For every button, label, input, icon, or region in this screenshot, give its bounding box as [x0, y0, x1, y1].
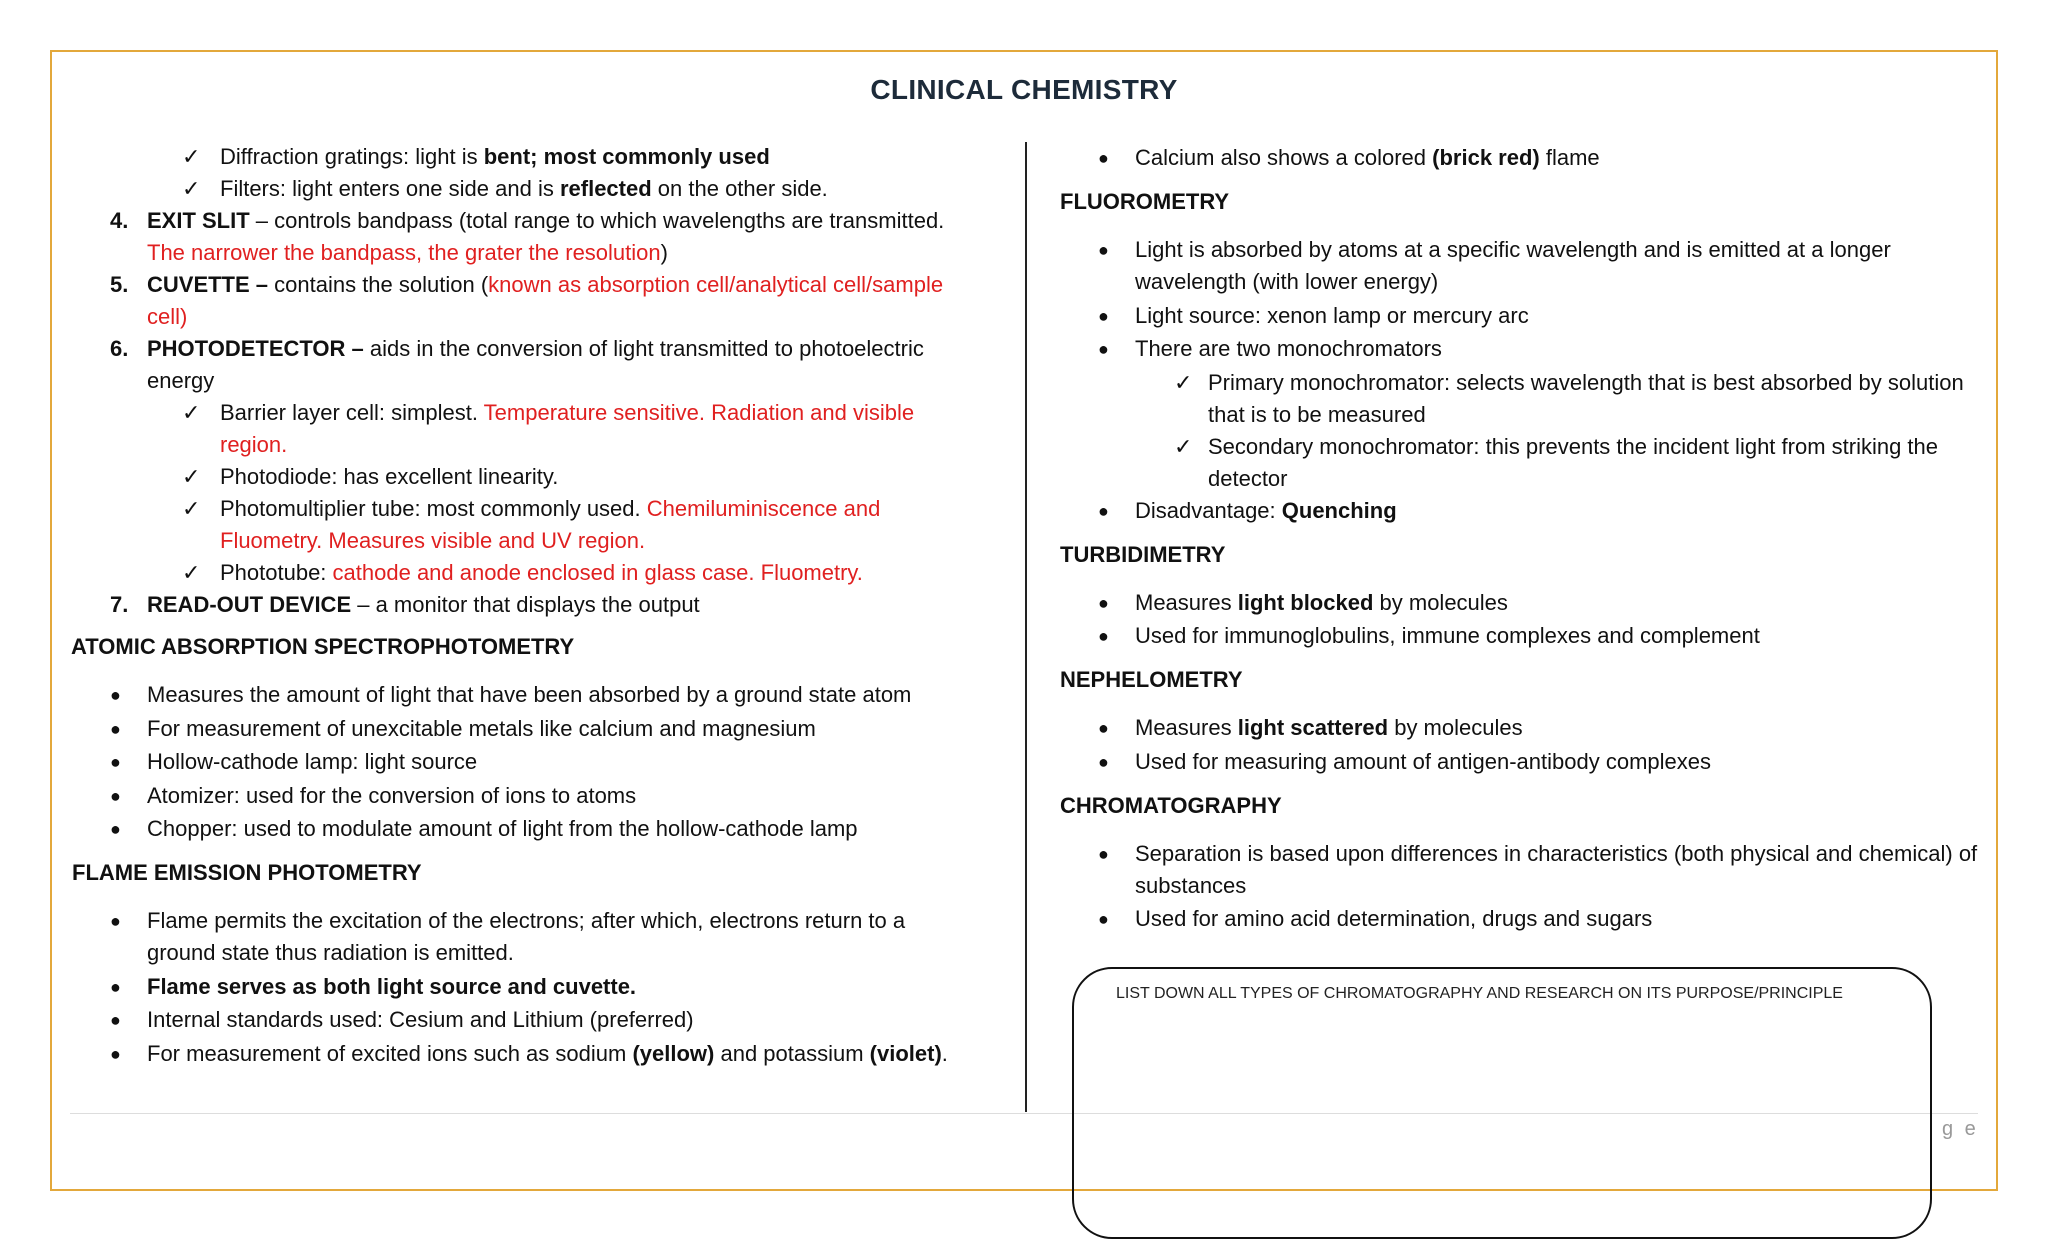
bullet-icon: ● — [1098, 626, 1109, 646]
section-heading-aas: ATOMIC ABSORPTION SPECTROPHOTOMETRY — [71, 634, 575, 659]
checkmark-icon: ✓ — [182, 464, 201, 489]
page-title: CLINICAL CHEMISTRY — [870, 74, 1178, 105]
list-item: ● Measures the amount of light that have been absorbed by a ground state atom — [72, 679, 972, 711]
check-item: ✓ Secondary monochromator: this prevents the incident light from striking the detector — [1060, 431, 1980, 495]
list-item: ● Disadvantage: Quenching — [1060, 495, 1980, 527]
list-item: ● For measurement of excited ions such as sodium (yellow) and potassium (violet). — [72, 1038, 972, 1070]
numbered-item-cuvette: 5. CUVETTE – contains the solution (known as absorption cell/analytical cell/sample cell) — [110, 272, 944, 329]
list-item: ● Measures light blocked by molecules — [1060, 587, 1980, 619]
list-item: ● Internal standards used: Cesium and Lithium (preferred) — [72, 1004, 972, 1036]
bullet-icon: ● — [1098, 718, 1109, 738]
list-item: ● For measurement of unexcitable metals like calcium and magnesium — [72, 713, 972, 745]
checkmark-icon: ✓ — [182, 176, 201, 201]
check-item: ✓ Phototube: cathode and anode enclosed in glass case. Fluometry. — [72, 557, 972, 589]
bullet-icon: ● — [110, 752, 121, 772]
section-heading-turbidimetry: TURBIDIMETRY — [1060, 541, 1226, 567]
chromatography-list — [1060, 838, 1980, 936]
list-item: ● Light source: xenon lamp or mercury arc — [1060, 300, 1980, 332]
numbered-item-exit-slit: 4. EXIT SLIT – controls bandpass (total range to which wavelengths are transmitted. The narrower the bandpass, the grater the resolution) — [110, 208, 945, 265]
nephelometry-list — [1060, 712, 1980, 778]
right-column — [1060, 142, 1980, 947]
bullet-icon: ● — [1098, 909, 1109, 929]
checkmark-icon: ✓ — [182, 400, 201, 425]
checkmark-icon: ✓ — [1174, 369, 1193, 395]
aas-list — [72, 679, 972, 845]
bullet-icon: ● — [1098, 592, 1109, 613]
bullet-icon: ● — [110, 1010, 121, 1030]
column-divider — [1025, 142, 1027, 1112]
list-item: ● There are two monochromators — [1060, 333, 1980, 365]
list-item: ● Hollow-cathode lamp: light source — [72, 746, 972, 778]
section-heading-fluorometry: FLUOROMETRY — [1060, 189, 1230, 214]
bullet-icon: ● — [1098, 339, 1109, 359]
bullet-icon: ● — [1098, 305, 1109, 326]
bullet-icon: ● — [110, 785, 121, 806]
bullet-icon: ● — [1098, 240, 1109, 260]
numbered-item-readout: 7. READ-OUT DEVICE – a monitor that displays the output — [110, 592, 700, 617]
assignment-callout-box — [1072, 967, 1932, 1239]
numbered-item-photodetector: 6. PHOTODETECTOR – aids in the conversion of light transmitted to photoelectric energy — [110, 336, 924, 393]
check-item: ✓ Photomultiplier tube: most commonly used. Chemiluminiscence and Fluometry. Measures visible and UV region. — [72, 493, 972, 557]
bullet-icon: ● — [110, 819, 121, 839]
bullet-icon: ● — [110, 685, 121, 705]
section-heading-fep: FLAME EMISSION PHOTOMETRY — [72, 860, 422, 885]
section-heading-nephelometry: NEPHELOMETRY — [1060, 667, 1243, 692]
check-item: ✓ Barrier layer cell: simplest. Temperature sensitive. Radiation and visible region. — [72, 397, 972, 461]
list-item: ● Flame permits the excitation of the electrons; after which, electrons return to a ground state thus radiation is emitted. — [72, 905, 972, 969]
bullet-icon: ● — [110, 976, 121, 997]
page-number-fragment: g e — [1942, 1118, 1979, 1140]
bullet-icon: ● — [110, 1043, 121, 1064]
list-item: ● Separation is based upon differences in characteristics (both physical and chemical) of substances — [1060, 838, 1980, 902]
checkmark-icon: ✓ — [182, 144, 201, 169]
check-item: ✓ Diffraction gratings: light is bent; most commonly used — [72, 141, 972, 173]
bullet-icon: ● — [1098, 843, 1109, 864]
section-heading-chromatography: CHROMATOGRAPHY — [1060, 792, 1282, 818]
bullet-icon: ● — [1098, 148, 1109, 168]
list-item: ● Flame serves as both light source and cuvette. — [72, 971, 972, 1003]
turbidimetry-list — [1060, 587, 1980, 653]
bullet-icon: ● — [1098, 751, 1109, 772]
list-item: ● Atomizer: used for the conversion of ions to atoms — [72, 780, 972, 812]
list-item: ● Measures light scattered by molecules — [1060, 712, 1980, 744]
check-item: ✓ Filters: light enters one side and is reflected on the other side. — [72, 173, 972, 205]
fep-list — [72, 905, 972, 1070]
bullet-icon: ● — [1098, 500, 1109, 521]
checkmark-icon: ✓ — [182, 496, 201, 521]
list-item: ● Light is absorbed by atoms at a specific wavelength and is emitted at a longer wavelength (with lower energy) — [1060, 234, 1980, 298]
checkmark-icon: ✓ — [1174, 433, 1193, 459]
check-item: ✓ Photodiode: has excellent linearity. — [72, 461, 972, 493]
list-item: ● Calcium also shows a colored (brick red) flame — [1060, 142, 1980, 174]
left-column — [72, 141, 972, 1082]
callout-text: LIST DOWN ALL TYPES OF CHROMATOGRAPHY AND RESEARCH ON ITS PURPOSE/PRINCIPLE — [1116, 985, 1843, 1002]
checkmark-icon: ✓ — [182, 560, 201, 585]
list-item: ● Chopper: used to modulate amount of light from the hollow-cathode lamp — [72, 813, 972, 845]
fluorometry-list — [1060, 234, 1980, 527]
list-item: ● Used for immunoglobulins, immune complexes and complement — [1060, 620, 1980, 652]
list-item: ● Used for measuring amount of antigen-antibody complexes — [1060, 746, 1980, 778]
bullet-icon: ● — [110, 911, 121, 931]
check-item: ✓ Primary monochromator: selects wavelength that is best absorbed by solution that is to be measured — [1060, 367, 1980, 431]
bullet-icon: ● — [110, 718, 121, 739]
list-item: ● Used for amino acid determination, drugs and sugars — [1060, 903, 1980, 935]
